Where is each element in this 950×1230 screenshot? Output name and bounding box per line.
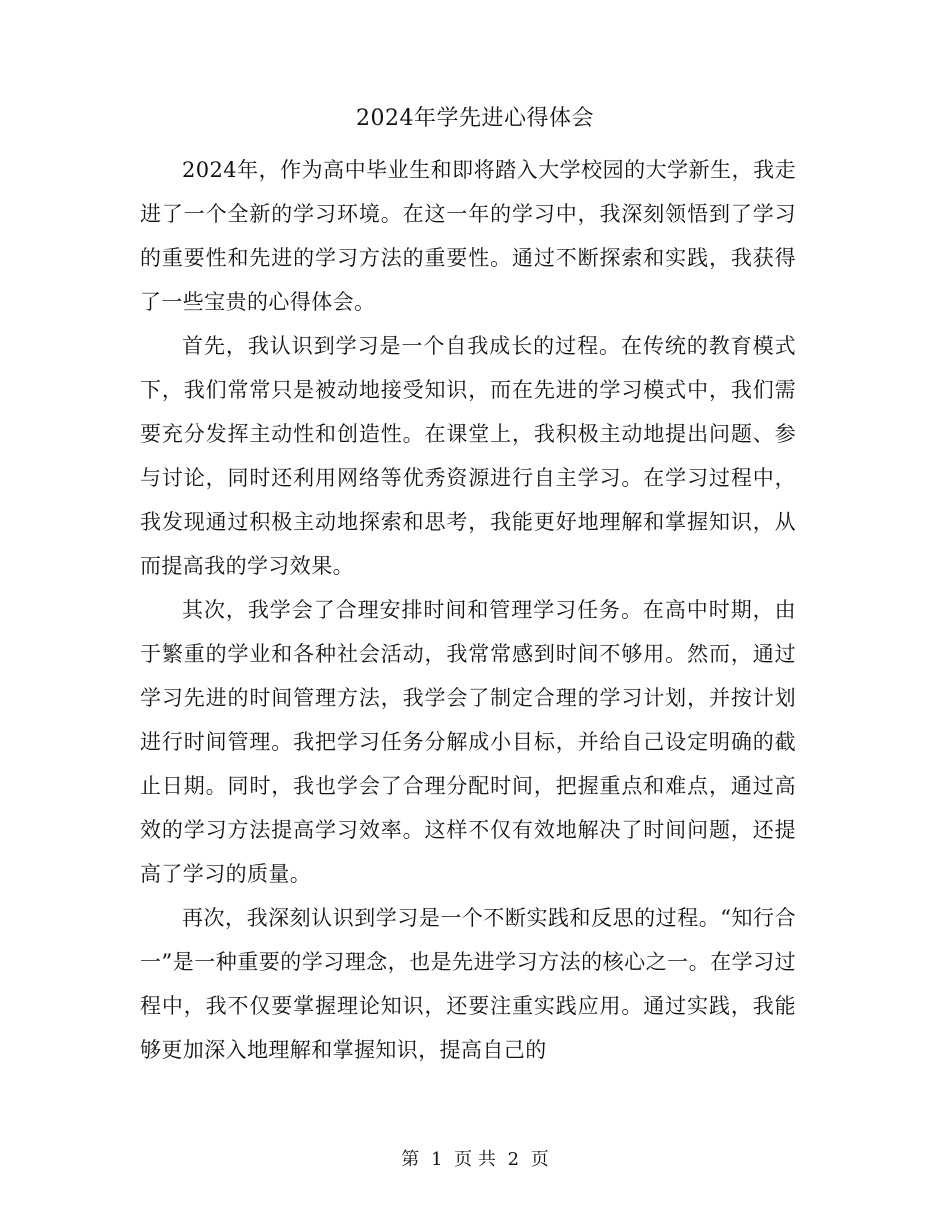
paragraph-4: 再次，我深刻认识到学习是一个不断实践和反思的过程。“知行合一”是一种重要的学习理念，也是先进学习方法的核心之一。在学习过程中，我不仅要掌握理论知识，还要注重实践应用。通过实践，我能够更加深入地理解和掌握知识，提高自己的 (140, 906, 796, 1062)
footer-middle: 页 共 (454, 1149, 496, 1170)
document-body (140, 148, 796, 1072)
paragraph-2: 首先，我认识到学习是一个自我成长的过程。在传统的教育模式下，我们常常只是被动地接受知识，而在先进的学习模式中，我们需要充分发挥主动性和创造性。在课堂上，我积极主动地提出问题、参与讨论，同时还利用网络等优秀资源进行自主学习。在学习过程中，我发现通过积极主动地探索和思考，我能更好地理解和掌握知识，从而提高我的学习效果。 (140, 334, 796, 578)
current-page-number: 1 (430, 1149, 443, 1170)
document-title: 2024年学先进心得体会 (356, 106, 594, 131)
total-pages-number: 2 (507, 1149, 520, 1170)
page-footer (0, 1148, 950, 1172)
paragraph-3: 其次，我学会了合理安排时间和管理学习任务。在高中时期，由于繁重的学业和各种社会活动，我常常感到时间不够用。然而，通过学习先进的时间管理方法，我学会了制定合理的学习计划，并按计划进行时间管理。我把学习任务分解成小目标，并给自己设定明确的截止日期。同时，我也学会了合理分配时间，把握重点和难点，通过高效的学习方法提高学习效率。这样不仅有效地解决了时间问题，还提高了学习的质量。 (140, 598, 796, 886)
paragraph-1: 2024年，作为高中毕业生和即将踏入大学校园的大学新生，我走进了一个全新的学习环境。在这一年的学习中，我深刻领悟到了学习的重要性和先进的学习方法的重要性。通过不断探索和实践，我获得了一些宝贵的心得体会。 (140, 158, 796, 314)
footer-prefix: 第 (401, 1149, 420, 1170)
footer-suffix: 页 (530, 1149, 549, 1170)
